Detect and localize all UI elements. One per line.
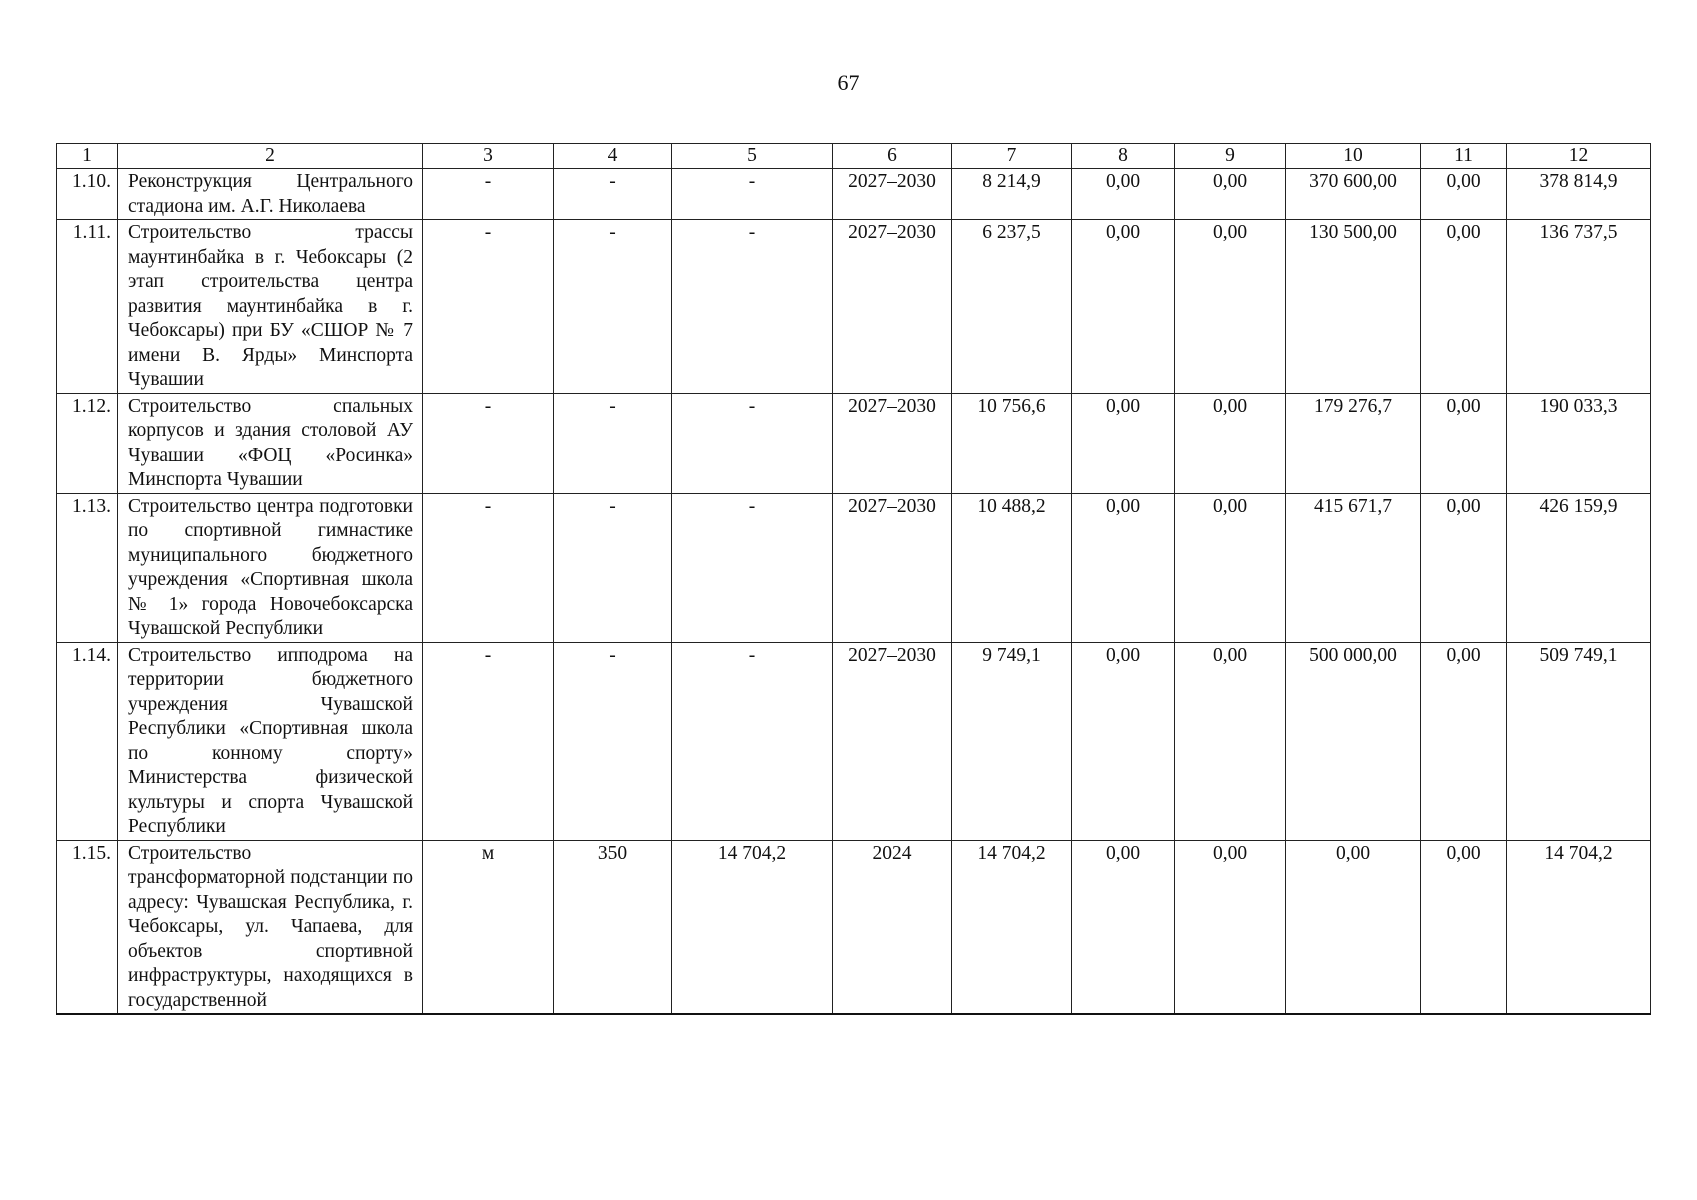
value-cell: 10 488,2: [952, 493, 1072, 642]
column-number-8: 8: [1072, 144, 1175, 169]
value-cell: 0,00: [1072, 169, 1175, 220]
value-cell: 370 600,00: [1286, 169, 1421, 220]
table-row: [57, 642, 1651, 840]
total-cell: 509 749,1: [1507, 642, 1651, 840]
value-cell: 10 756,6: [952, 393, 1072, 493]
value-cell: 6 237,5: [952, 220, 1072, 394]
cost-cell: -: [672, 493, 833, 642]
total-cell: 426 159,9: [1507, 493, 1651, 642]
value-cell: 0,00: [1421, 642, 1507, 840]
cost-cell: -: [672, 169, 833, 220]
period-cell: 2027–2030: [833, 393, 952, 493]
unit-cell: -: [423, 393, 554, 493]
value-cell: 0,00: [1072, 393, 1175, 493]
value-cell: 0,00: [1175, 493, 1286, 642]
column-number-3: 3: [423, 144, 554, 169]
period-cell: 2027–2030: [833, 169, 952, 220]
cost-cell: -: [672, 220, 833, 394]
cost-cell: -: [672, 642, 833, 840]
value-cell: 0,00: [1175, 220, 1286, 394]
capacity-cell: -: [554, 493, 672, 642]
capacity-cell: -: [554, 393, 672, 493]
value-cell: 0,00: [1421, 220, 1507, 394]
table-row: [57, 493, 1651, 642]
object-name: Строительство центра подготовки по спортивной гимнастике муниципального бюджетного учреждения «Спортивная школа № 1» города Новочебоксарска Чувашской Республики: [118, 493, 423, 642]
period-cell: 2027–2030: [833, 642, 952, 840]
table-row: [57, 220, 1651, 394]
object-name: Строительство спальных корпусов и здания столовой АУ Чувашии «ФОЦ «Росинка» Минспорта Чувашии: [118, 393, 423, 493]
column-number-2: 2: [118, 144, 423, 169]
value-cell: 14 704,2: [952, 840, 1072, 1014]
value-cell: 0,00: [1421, 393, 1507, 493]
table-row: [57, 393, 1651, 493]
total-cell: 190 033,3: [1507, 393, 1651, 493]
value-cell: 0,00: [1175, 642, 1286, 840]
cost-cell: -: [672, 393, 833, 493]
cost-cell: 14 704,2: [672, 840, 833, 1014]
column-number-10: 10: [1286, 144, 1421, 169]
value-cell: 0,00: [1072, 493, 1175, 642]
unit-cell: м: [423, 840, 554, 1014]
row-number: 1.14.: [57, 642, 118, 840]
column-number-4: 4: [554, 144, 672, 169]
row-number: 1.11.: [57, 220, 118, 394]
value-cell: 0,00: [1421, 493, 1507, 642]
investment-table: [56, 143, 1651, 1015]
unit-cell: -: [423, 642, 554, 840]
value-cell: 0,00: [1072, 642, 1175, 840]
unit-cell: -: [423, 169, 554, 220]
object-name: Строительство трассы маунтинбайка в г. Чебоксары (2 этап строительства центра развития маунтинбайка в г. Чебоксары) при БУ «СШОР № 7 имени В. Ярды» Минспорта Чувашии: [118, 220, 423, 394]
capacity-cell: -: [554, 642, 672, 840]
value-cell: 9 749,1: [952, 642, 1072, 840]
object-name: Строительство ипподрома на территории бюджетного учреждения Чувашской Республики «Спортивная школа по конному спорту» Министерства физической культуры и спорта Чувашской Республики: [118, 642, 423, 840]
period-cell: 2027–2030: [833, 493, 952, 642]
row-number: 1.15.: [57, 840, 118, 1014]
period-cell: 2024: [833, 840, 952, 1014]
column-number-9: 9: [1175, 144, 1286, 169]
capacity-cell: -: [554, 169, 672, 220]
value-cell: 130 500,00: [1286, 220, 1421, 394]
value-cell: 8 214,9: [952, 169, 1072, 220]
capacity-cell: -: [554, 220, 672, 394]
row-number: 1.10.: [57, 169, 118, 220]
value-cell: 0,00: [1175, 169, 1286, 220]
value-cell: 179 276,7: [1286, 393, 1421, 493]
table-header-row: [57, 144, 1651, 169]
value-cell: 0,00: [1421, 840, 1507, 1014]
unit-cell: -: [423, 493, 554, 642]
total-cell: 378 814,9: [1507, 169, 1651, 220]
value-cell: 0,00: [1286, 840, 1421, 1014]
column-number-11: 11: [1421, 144, 1507, 169]
column-number-7: 7: [952, 144, 1072, 169]
table-row: [57, 840, 1651, 1014]
value-cell: 0,00: [1175, 393, 1286, 493]
object-name: Строительство трансформаторной подстанции по адресу: Чувашская Республика, г. Чебоксары, ул. Чапаева, для объектов спортивной инфраструктуры, находящихся в государственной: [118, 840, 423, 1014]
total-cell: 136 737,5: [1507, 220, 1651, 394]
row-number: 1.13.: [57, 493, 118, 642]
value-cell: 0,00: [1421, 169, 1507, 220]
value-cell: 0,00: [1072, 220, 1175, 394]
row-number: 1.12.: [57, 393, 118, 493]
total-cell: 14 704,2: [1507, 840, 1651, 1014]
capacity-cell: 350: [554, 840, 672, 1014]
value-cell: 0,00: [1175, 840, 1286, 1014]
column-number-12: 12: [1507, 144, 1651, 169]
table-row: [57, 169, 1651, 220]
value-cell: 415 671,7: [1286, 493, 1421, 642]
value-cell: 0,00: [1072, 840, 1175, 1014]
unit-cell: -: [423, 220, 554, 394]
period-cell: 2027–2030: [833, 220, 952, 394]
object-name: Реконструкция Центрального стадиона им. А.Г. Николаева: [118, 169, 423, 220]
page-number: 67: [837, 70, 860, 95]
column-number-5: 5: [672, 144, 833, 169]
column-number-6: 6: [833, 144, 952, 169]
value-cell: 500 000,00: [1286, 642, 1421, 840]
column-number-1: 1: [57, 144, 118, 169]
